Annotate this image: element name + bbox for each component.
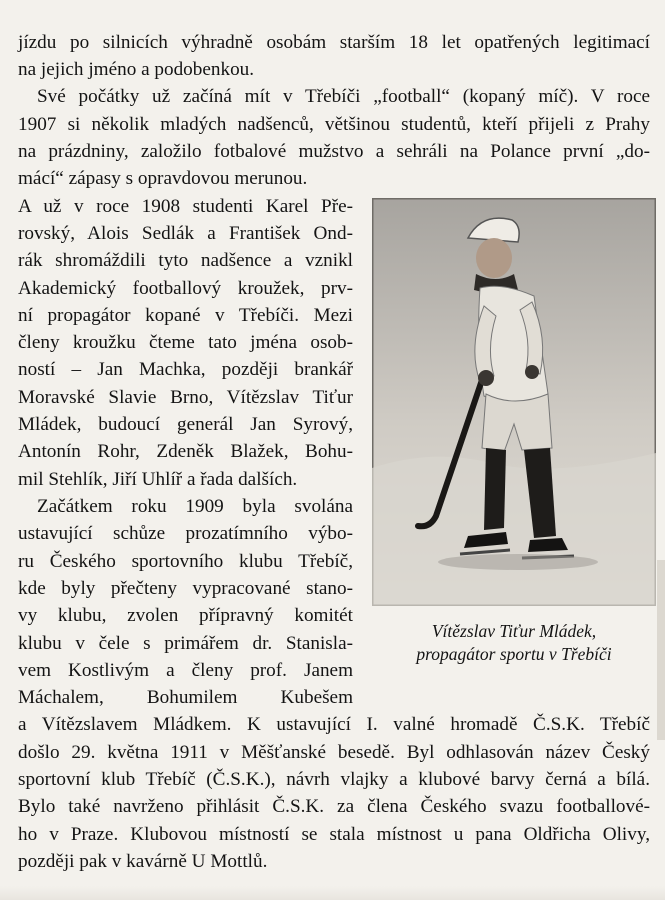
text-line: později pak v kavárně U Mottlů. bbox=[18, 851, 268, 872]
text-line: Akademický footballový kroužek, prv- bbox=[18, 278, 353, 299]
text-line: klubu v čele s primářem dr. Stanisla- bbox=[18, 633, 353, 654]
text-line: na jejich jméno a podobenkou. bbox=[18, 59, 255, 80]
photo-caption: propagátor sportu v Třebíči bbox=[416, 644, 612, 664]
text-line: ho v Praze. Klubovou místností se stala místnost u pana Oldřicha Olivy, bbox=[18, 824, 650, 845]
text-line: 1907 si několik mladých nadšenců, většinou studentů, kteří přijeli z Prahy bbox=[18, 114, 650, 135]
text-line: Máchalem, Bohumilem Kubešem bbox=[18, 687, 353, 708]
text-line: Antonín Rohr, Zdeněk Blažek, Bohu- bbox=[18, 441, 353, 462]
text-line: sportovní klub Třebíč (Č.S.K.), návrh vlajky a klubové barvy černá a bílá. bbox=[18, 769, 650, 790]
text-line: rovský, Alois Sedlák a František Ond- bbox=[18, 223, 353, 244]
text-line: vy klubu, zvolen přípravný komitét bbox=[18, 605, 353, 626]
text-line: ní propagátor kopané v Třebíči. Mezi bbox=[18, 305, 353, 326]
text-line: došlo 29. května 1911 v Měšťanské besedě. Byl odhlasován název Český bbox=[18, 742, 650, 763]
text-line: Bylo také navrženo přihlásit Č.S.K. za člena Českého svazu footballové- bbox=[18, 796, 650, 817]
text-line: ru Českého sportovního klubu Třebíč, bbox=[18, 551, 353, 572]
text-line: rák shromáždili tyto nadšence a vznikl bbox=[18, 250, 353, 271]
text-line: členy kroužku čteme tato jména osob- bbox=[18, 332, 353, 353]
hockey-player-illustration bbox=[372, 198, 656, 606]
text-line: ností – Jan Machka, později brankář bbox=[18, 359, 353, 380]
text-line: a Vítězslavem Mládkem. K ustavující I. valné hromadě Č.S.K. Třebíč bbox=[18, 714, 650, 735]
text-line: kde byly přečteny vypracované stano- bbox=[18, 578, 353, 599]
text-line: vem Kostlivým a členy prof. Janem bbox=[18, 660, 353, 681]
text-line: Moravské Slavie Brno, Vítězslav Tiťur bbox=[18, 387, 353, 408]
historical-photo bbox=[372, 198, 656, 606]
text-line: A už v roce 1908 studenti Karel Pře- bbox=[18, 196, 353, 217]
text-line: ustavující schůze prozatímního výbo- bbox=[18, 523, 353, 544]
page-bottom-bleed bbox=[0, 886, 665, 900]
photo-caption: Vítězslav Tiťur Mládek, bbox=[431, 621, 597, 641]
text-line: mil Stehlík, Jiří Uhlíř a řada dalších. bbox=[18, 469, 298, 490]
text-line: Své počátky už začíná mít v Třebíči „football“ (kopaný míč). V roce bbox=[37, 86, 650, 107]
page-edge-shadow bbox=[657, 560, 665, 740]
text-line: jízdu po silnicích výhradně osobám starším 18 let opatřených legitimací bbox=[18, 32, 650, 53]
text-line: na prázdniny, založilo fotbalové mužstvo a sehráli na Polance první „do- bbox=[18, 141, 650, 162]
text-line: Mládek, budoucí generál Jan Syrový, bbox=[18, 414, 353, 435]
text-line: mácí“ zápasy s opravdovou merunou. bbox=[18, 168, 308, 189]
text-line: Začátkem roku 1909 byla svolána bbox=[37, 496, 353, 517]
